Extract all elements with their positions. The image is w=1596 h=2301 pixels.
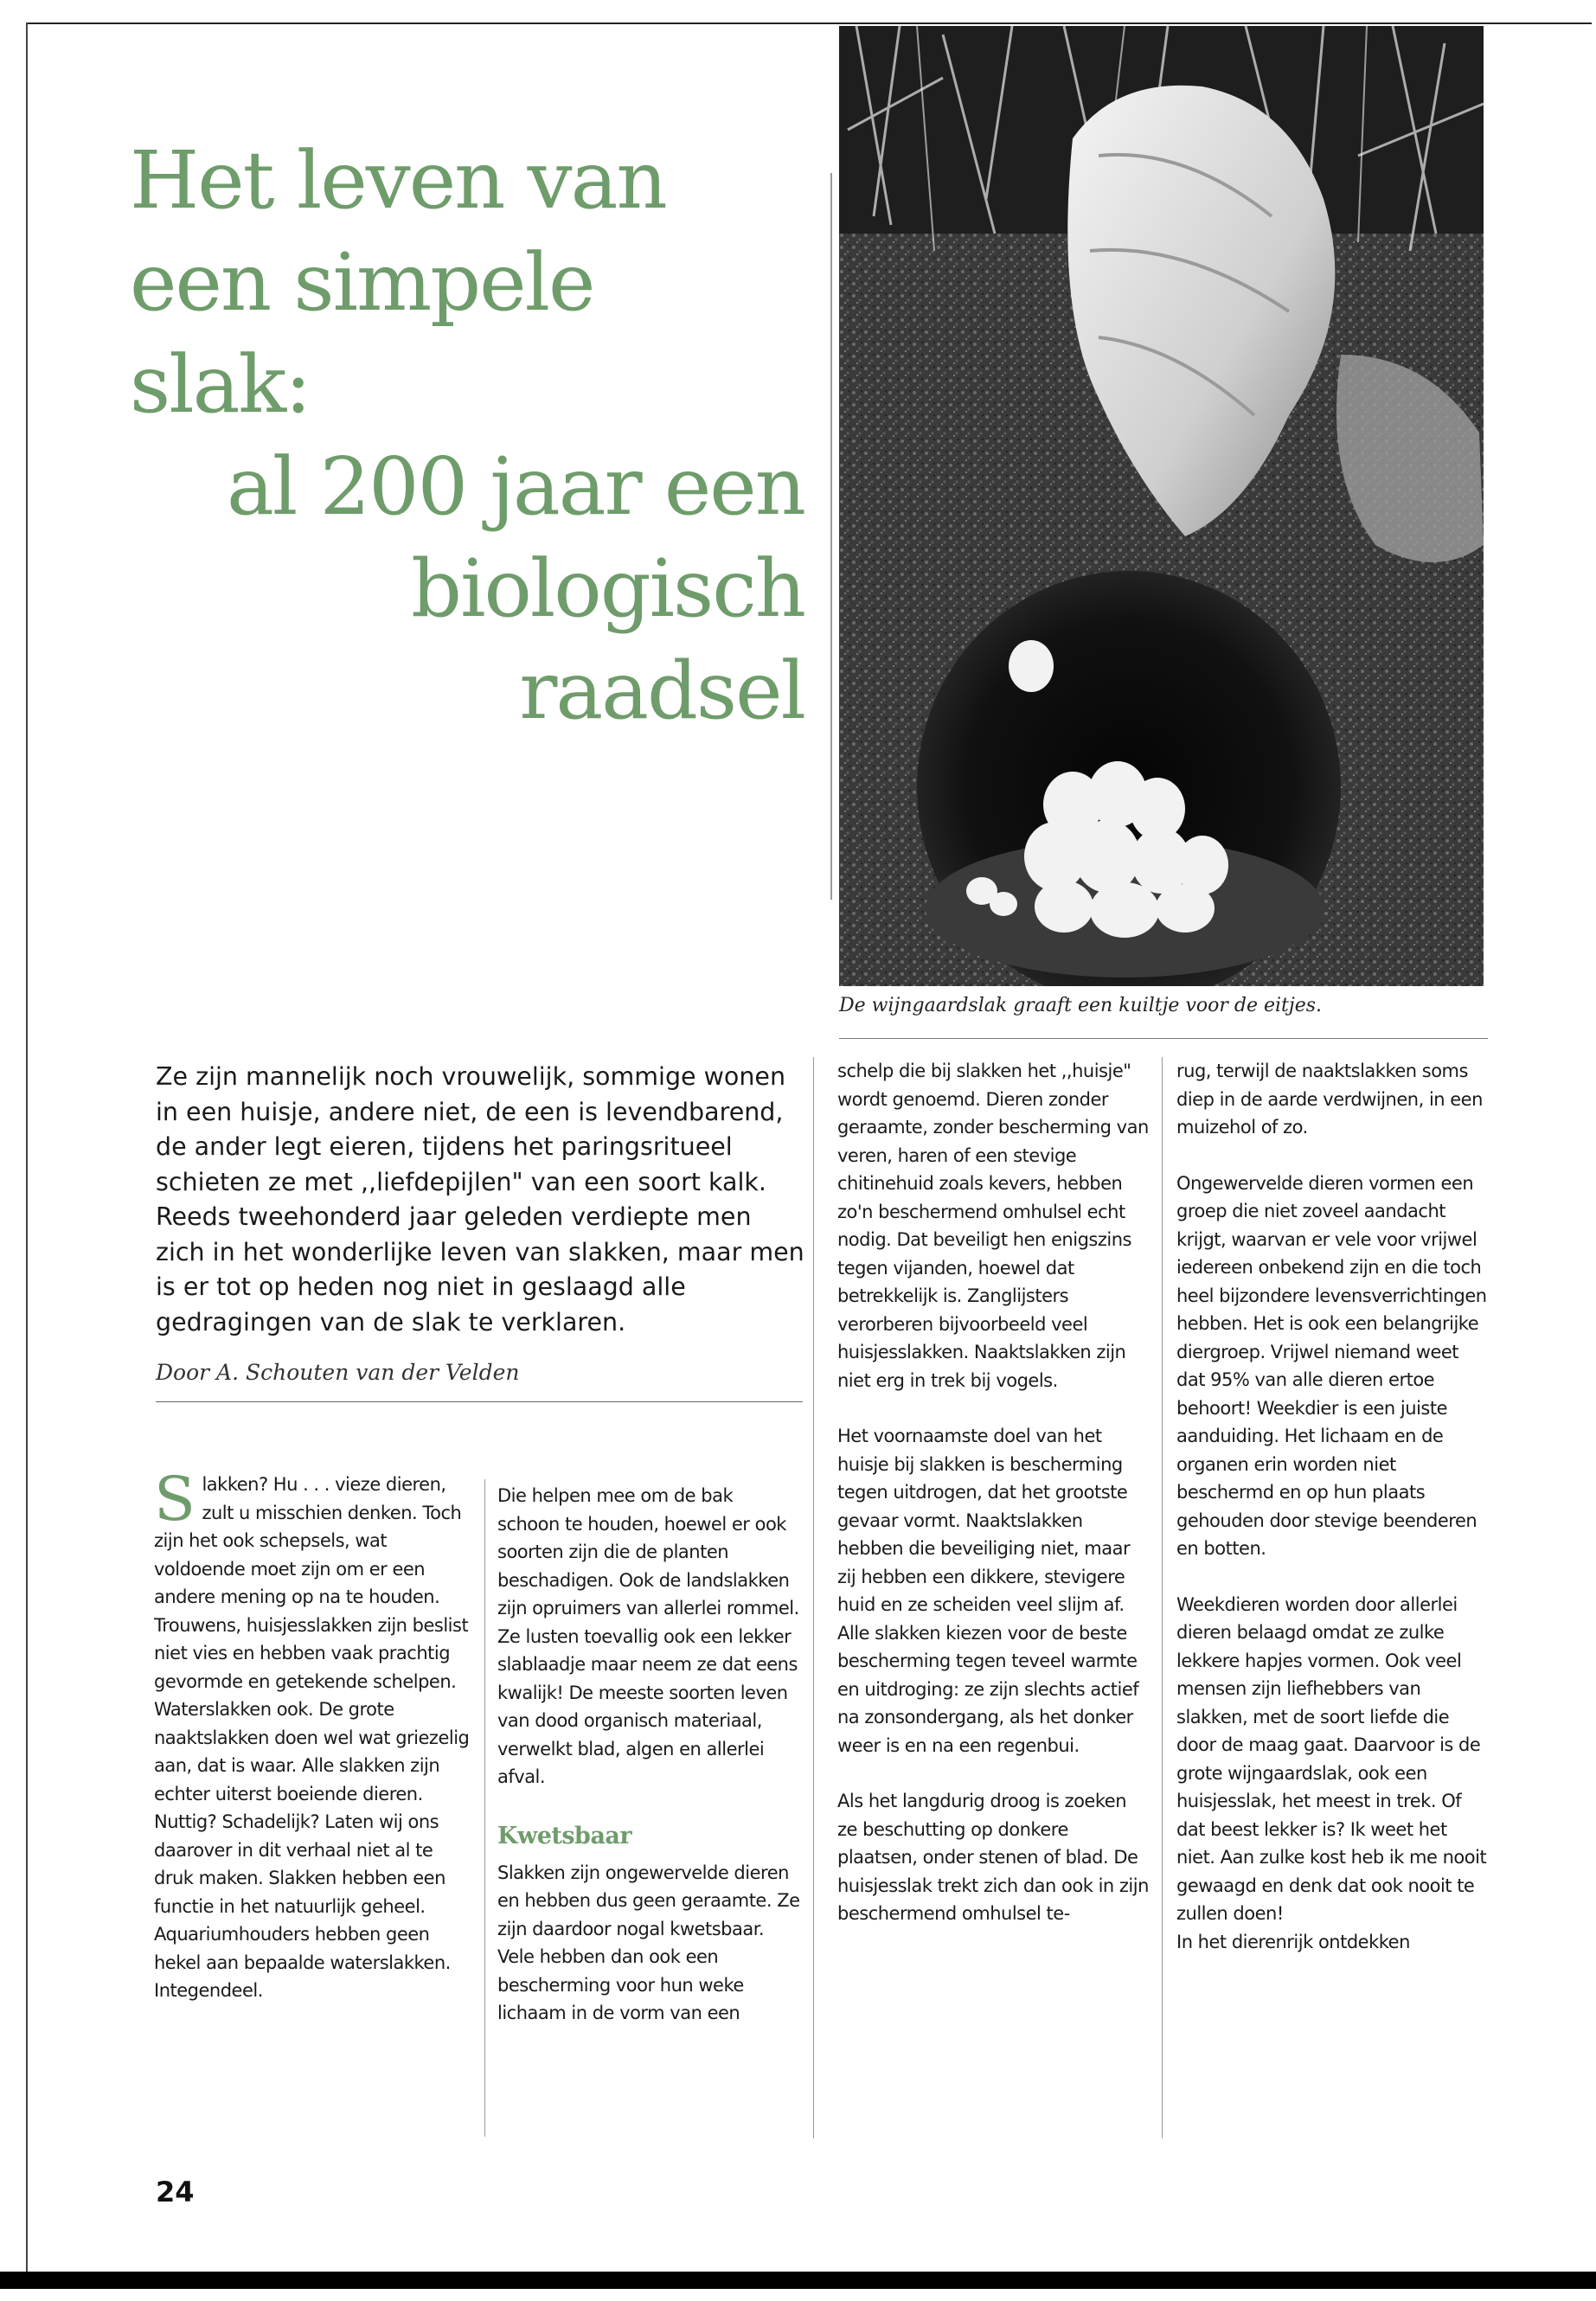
- column-paragraph: Weekdieren worden door allerlei dieren belaagd omdat ze zulke lekkere hapjes vormen. Ook veel mensen zijn liefhebbers van slakken, met de soort liefde die door de maag gaat. Daarvoor is de grote wijngaardslak, ook een huisjesslak, het meest in trek. Of dat beest lekker is? Ik weet het niet. Aan zulke kost heb ik me nooit gewaagd en denk dat ook nooit te zullen doen!: [1176, 1593, 1487, 1924]
- drop-cap: S: [154, 1471, 195, 1535]
- column-paragraph: Nuttig? Schadelijk? Laten wij ons daarover in dit verhaal niet al te druk maken. Slakken hebben een functie in het natuurlijk geheel. Aquariumhouders hebben geen hekel aan bepaalde waterslakken. Integendeel.: [154, 1811, 451, 2001]
- byline: Door A. Schouten van der Velden: [156, 1360, 520, 1385]
- headline-divider: [830, 173, 832, 900]
- page-number: 24: [156, 2176, 195, 2208]
- headline-line: Het leven van: [130, 134, 666, 227]
- column-paragraph: Slakken zijn ongewervelde dieren en hebben dus geen geraamte. Ze zijn daardoor nogal kwetsbaar. Vele hebben dan ook een bescherming voor hun weke lichaam in de vorm van een: [497, 1862, 800, 2023]
- headline-line: raadsel: [519, 644, 804, 737]
- headline-line: slak:: [130, 338, 311, 431]
- article-column-4: [1176, 1057, 1488, 2147]
- column-paragraph: rug, terwijl de naaktslakken soms diep in de aarde verdwijnen, in een muizehol of zo.: [1176, 1061, 1483, 1138]
- column-paragraph: schelp die bij slakken het ,,huisje" wordt genoemd. Dieren zonder geraamte, zonder bescherming van veren, haren of een stevige chitinehuid zoals kevers, hebben zo'n beschermend omhulsel echt nodig. Dat beveiligt hen enigszins tegen vijanden, hoewel dat betrekkelijk is. Zanglijsters verorberen bijvoorbeeld veel huisjesslakken. Naaktslakken zijn niet erg in trek bij vogels.: [837, 1061, 1149, 1391]
- column-divider: [1162, 1057, 1163, 2138]
- column-paragraph: Als het langdurig droog is zoeken ze beschutting op donkere plaatsen, onder stenen of blad. De huisjesslak trekt zich dan ook in zijn beschermend omhulsel te-: [837, 1791, 1149, 1924]
- photo-caption: De wijngaardslak graaft een kuiltje voor de eitjes.: [839, 995, 1322, 1016]
- headline-line: al 200 jaar een: [227, 440, 804, 533]
- headline-line: een simpele: [130, 236, 594, 329]
- caption-rule: [839, 1038, 1488, 1039]
- article-column-2: [497, 1482, 800, 2148]
- column-paragraph: Het voornaamste doel van het huisje bij slakken is bescherming tegen uitdrogen, dat het grootste gevaar vormt. Naaktslakken hebben die beveiliging niet, maar zij hebben een dikkere, stevigere huid en ze scheiden veel slijm af. Alle slakken kiezen voor de beste bescherming tegen teveel warmte en uitdroging: ze zijn slechts actief na zonsondergang, als het donker weer is en na een regenbui.: [837, 1426, 1139, 1756]
- column-paragraph: Ongewervelde dieren vormen een groep die niet zoveel aandacht krijgt, waarvan er vele voor vrijwel iedereen onbekend zijn en die toch heel bijzondere levensverrichtingen hebben. Het is ook een belangrijke diergroep. Vrijwel niemand weet dat 95% van alle dieren ertoe behoort! Weekdier is een juiste aanduiding. Het lichaam en de organen erin worden niet beschermd en op hun plaats gehouden door stevige beenderen en botten.: [1176, 1172, 1487, 1559]
- column-divider: [484, 1479, 485, 2137]
- page-frame-bottom: [0, 2272, 1596, 2289]
- section-subheading: Kwetsbaar: [497, 1822, 632, 1849]
- column-paragraph: [154, 1471, 476, 1808]
- snail-eggs-photo: [839, 26, 1484, 986]
- article-column-1: [154, 1471, 476, 2145]
- column-divider: [813, 1057, 814, 2138]
- lead-paragraph: Ze zijn mannelijk noch vrouwelijk, sommige wonen in een huisje, andere niet, de een is levendbarend, de ander legt eieren, tijdens het paringsritueel schieten ze met ,,liefdepijlen" van een soort kalk. Reeds tweehonderd jaar geleden verdiepte men zich in het wonderlijke leven van slakken, maar men is er tot op heden nog niet in geslaagd alle gedragingen van de slak te verklaren.: [156, 1062, 804, 1336]
- column-paragraph: In het dierenrijk ontdekken: [1176, 1931, 1410, 1952]
- article-headline: [130, 130, 804, 742]
- headline-line: biologisch: [411, 542, 804, 635]
- article-column-3: [837, 1057, 1149, 2147]
- paragraph-text: lakken? Hu . . . vieze dieren, zult u misschien denken. Toch zijn het ook schepsels, wat voldoende moet zijn om er een andere mening op na te houden. Trouwens, huisjesslakken zijn beslist niet vies en hebben vaak prachtig gevormde en getekende schelpen. Waterslakken ook. De grote naaktslakken doen wel wat griezelig aan, dat is waar. Alle slakken zijn echter uiterst boeiende dieren.: [154, 1474, 470, 1804]
- byline-rule: [156, 1401, 803, 1402]
- page-frame-left: [26, 22, 28, 2280]
- column-paragraph: Die helpen mee om de bak schoon te houden, hoewel er ook soorten zijn die de planten beschadigen. Ook de landslakken zijn opruimers van allerlei rommel. Ze lusten toevallig ook een lekker slablaadje maar neem ze dat eens kwalijk! De meeste soorten leven van dood organisch materiaal, verwelkt blad, algen en allerlei afval.: [497, 1485, 799, 1787]
- page-frame-top: [26, 22, 1592, 24]
